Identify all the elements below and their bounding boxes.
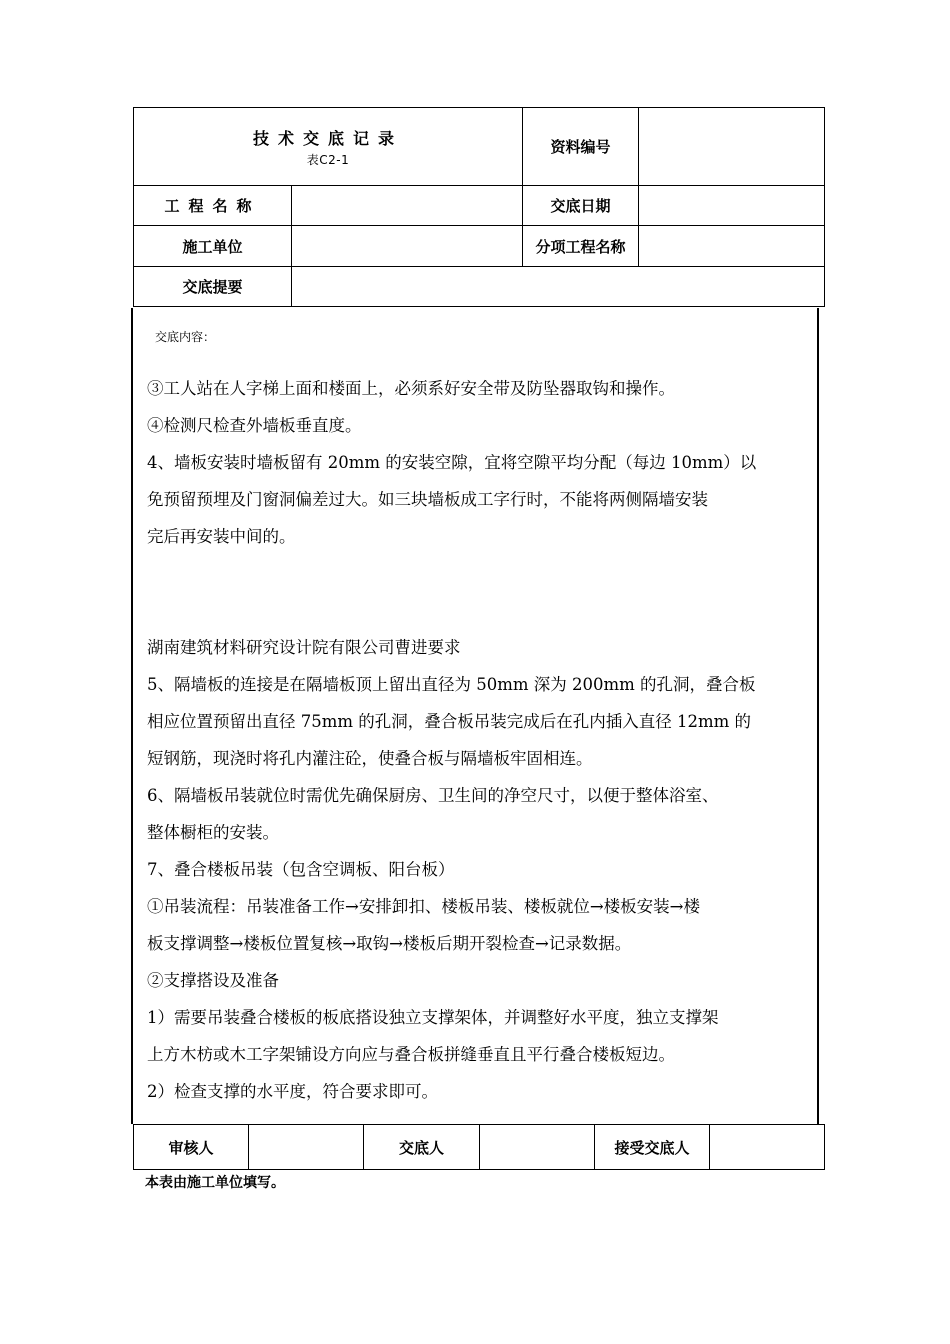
content-line: 5、隔墙板的连接是在隔墙板顶上留出直径为 50mm 深为 200mm 的孔洞，叠合板	[147, 675, 756, 694]
content-label: 交底内容：	[155, 330, 216, 344]
footer-note: 本表由施工单位填写。	[145, 1175, 285, 1191]
project-name-label: 工程名称	[134, 186, 292, 226]
content-line: 免预留预埋及门窗洞偏差过大。如三块墙板成工字行时，不能将两侧隔墙安装	[147, 490, 708, 509]
date-label: 交底日期	[523, 186, 639, 226]
summary-label: 交底提要	[134, 267, 292, 307]
content-line: 4、墙板安装时墙板留有 20mm 的安装空隙，宜将空隙平均分配（每边 10mm）以	[147, 453, 757, 472]
content-line: 相应位置预留出直径 75mm 的孔洞，叠合板吊装完成后在孔内插入直径 12mm 的	[147, 712, 752, 731]
date-field[interactable]	[639, 186, 825, 226]
presenter-field[interactable]	[480, 1125, 595, 1170]
summary-field[interactable]	[292, 267, 825, 307]
form-title-cell	[134, 108, 523, 186]
receiver-label: 接受交底人	[595, 1125, 710, 1170]
content-line: ①吊装流程：吊装准备工作→安排卸扣、楼板吊装、楼板就位→楼板安装→楼	[147, 897, 700, 916]
content-line: ④检测尺检查外墙板垂直度。	[147, 416, 362, 435]
presenter-label: 交底人	[364, 1125, 480, 1170]
content-line: 湖南建筑材料研究设计院有限公司曹进要求	[147, 638, 461, 657]
form-code: 表C2-1	[306, 152, 350, 167]
content-line: 上方木枋或木工字架铺设方向应与叠合板拼缝垂直且平行叠合楼板短边。	[147, 1045, 675, 1064]
content-line: 7、叠合楼板吊装（包含空调板、阳台板）	[147, 860, 455, 879]
form-title: 技术交底记录	[253, 128, 404, 148]
content-line: ②支撑搭设及准备	[147, 971, 279, 990]
subproject-field[interactable]	[639, 226, 825, 267]
content-line: 板支撑调整→楼板位置复核→取钩→楼板后期开裂检查→记录数据。	[147, 934, 632, 953]
content-line: 完后再安装中间的。	[147, 527, 296, 546]
content-line: ③工人站在人字梯上面和楼面上，必须系好安全带及防坠器取钩和操作。	[147, 379, 675, 398]
content-line: 短钢筋，现浇时将孔内灌注砼，使叠合板与隔墙板牢固相连。	[147, 749, 593, 768]
doc-no-field[interactable]	[639, 108, 825, 186]
content-body	[147, 370, 809, 1110]
contractor-label: 施工单位	[134, 226, 292, 267]
content-line: 6、隔墙板吊装就位时需优先确保厨房、卫生间的净空尺寸，以便于整体浴室、	[147, 786, 719, 805]
blank-gap	[147, 555, 809, 629]
signature-table	[133, 1124, 825, 1170]
content-line: 1）需要吊装叠合楼板的板底搭设独立支撑架体，并调整好水平度，独立支撑架	[147, 1008, 719, 1027]
reviewer-label: 审核人	[134, 1125, 249, 1170]
header-table	[133, 107, 825, 307]
reviewer-field[interactable]	[249, 1125, 364, 1170]
contractor-field[interactable]	[292, 226, 523, 267]
content-box	[131, 308, 819, 1124]
content-line: 2）检查支撑的水平度，符合要求即可。	[147, 1082, 438, 1101]
receiver-field[interactable]	[710, 1125, 825, 1170]
project-name-field[interactable]	[292, 186, 523, 226]
content-line: 整体橱柜的安装。	[147, 823, 279, 842]
subproject-label: 分项工程名称	[523, 226, 639, 267]
doc-no-label: 资料编号	[523, 108, 639, 186]
